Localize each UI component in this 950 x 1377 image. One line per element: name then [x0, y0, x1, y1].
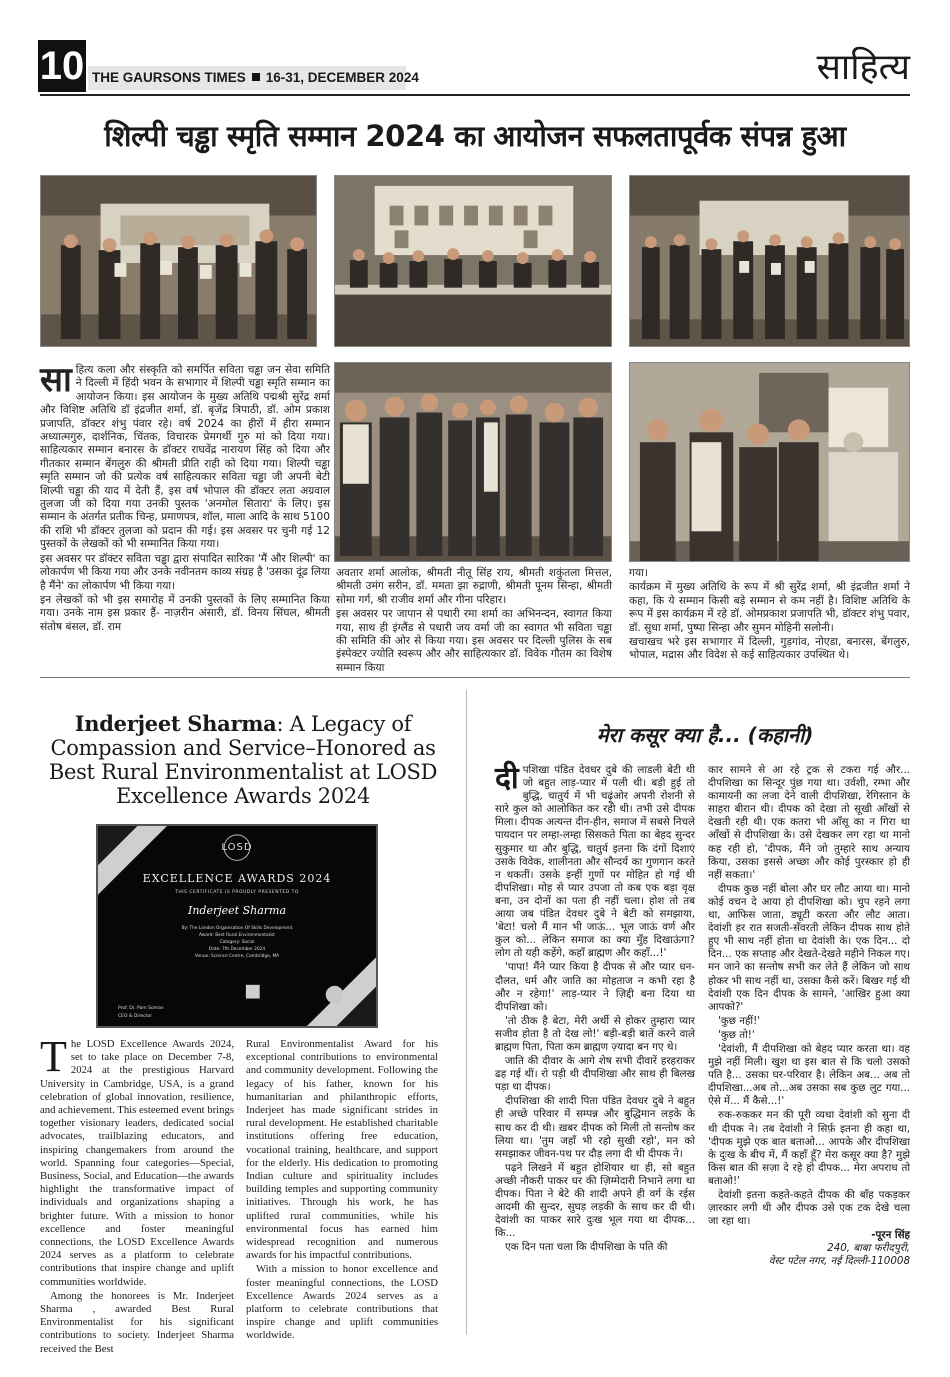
event-photo-5: [629, 362, 910, 562]
dropcap: दी: [495, 761, 519, 796]
certificate-signer-title: CEO & Director: [118, 1014, 152, 1019]
paragraph: गया।: [629, 567, 648, 579]
dropcap: T: [40, 1032, 67, 1081]
paragraph: With a mission to honor excellence and foster meaningful connections, the LOSD Excellence Awards 2024 serves as a platform to celebrate contributions that inspire change and uplift communities worldwide.: [246, 1263, 438, 1342]
english-article-column-2: [246, 1038, 438, 1342]
paragraph: इन लेखकों को भी इस समारोह में उनकी पुस्तकों के लिए सम्मानित किया गया। उनके नाम इस प्रकार हैं- नाज़रीन अंसारी, डॉ. विनय सिंघल, श्रीमती संतोष बंसल, डॉ. राम: [40, 593, 330, 633]
event-photo-3: [629, 175, 910, 347]
paragraph: इस अवसर पर जापान से पधारी रमा शर्मा का अभिनन्दन, स्वागत किया गया, साथ ही इंग्लैंड से पधारी जय वर्मा जी का स्वागत भी सविता चड्ढा की समिति की ओर से किया गया। इस अवसर पर दिल्ली पुलिस के सब इंस्पेक्टर ज्योति स्वरूप और और साहित्यकार डॉ. विवेक गौतम का विशेष सम्मान किया: [336, 608, 612, 674]
paragraph: Rural Environmentalist Award for his exceptional contributions to environmental and community development. Following the legacy of his father, known for his humanitarian and philanthropic efforts, Inderjeet has made significant strides in rural development. He established charitable institutions offering free education, vocational training, healthcare, and support for the elderly. His dedication to promoting Indian culture and spirituality includes building temples and supporting community initiatives. Through his work, he has uplifted rural communities, while his environmental focus has earned him widespread recognition and numerous awards for his impactful contributions.: [246, 1038, 438, 1262]
certificate-presented: THIS CERTIFICATE IS PROUDLY PRESENTED TO: [175, 890, 299, 895]
paragraph: एक दिन पता चला कि दीपशिखा के पति की: [505, 1241, 668, 1254]
main-headline: शिल्पी चड्ढा स्मृति सम्मान 2024 का आयोजन सफलतापूर्वक संपन्न हुआ: [104, 119, 846, 153]
paragraph: देवांशी इतना कहते-कहते दीपक की बाँह पकड़कर ज़ारकार लगी थी और दीपक उसे एक टक देखे चला जा रहा था।: [708, 1189, 910, 1228]
certificate-line: Category: Social: [219, 940, 255, 945]
paragraph: 'कुछ नहीं!': [718, 1014, 761, 1027]
event-photo-2: [334, 175, 612, 347]
certificate-signer: Prof. Dr. Pam Soman: [118, 1006, 164, 1011]
masthead: [88, 66, 419, 90]
certificate-line: By: The London Organisation Of Skills Development: [181, 926, 293, 931]
paragraph: he LOSD Excellence Awards 2024, set to take place on December 7-8, 2024 at the prestigious Harvard University in Cambridge, USA, is a grand celebration of global innovation, resilience, and achievement. This esteemed event brings together visionary leaders, dedicated social advocates, trailblazing educators, and inspiring changemakers from around the world. Spanning four categories—Special, Business, Social, and Education—the awards highlight the transformative impact of individuals and organizations shaping a brighter future. With a mission to honor excellence and foster meaningful connections, the LOSD Excellence Awards 2024 serves as a platform to celebrate contributions that inspire change and uplift communities worldwide.: [40, 1038, 234, 1288]
honoree-name: Inderjeet Sharma: [74, 711, 277, 736]
paragraph: इस अवसर पर डॉक्टर सविता चड्ढा द्वारा संपादित सारिका 'मैं और शिल्पी' का लोकार्पण भी किया गया और उनके नवीनतम काव्य संग्रह है 'उसका दूंढ लिया है मैंने' का लोकार्पण भी किया गया।: [40, 552, 330, 592]
author-address: वेस्ट पटेल नगर, नई दिल्ली-110008: [768, 1255, 910, 1268]
paragraph: 'पापा! मैंने प्यार किया है दीपक से और प्यार धन-दौलत, धर्म और जाति का मोहताज न कभी रहा है और न रहेगा!' लाड़-प्यार ने ज़िद्दी बना दिया था दीपशिखा को।: [495, 961, 695, 1013]
story-column-1: [495, 761, 695, 1339]
author-name: -पूरन सिंह: [871, 1229, 910, 1242]
paragraph: 'तो ठीक है बेटा, मेरी अर्थी से होकर तुम्हारा प्यार सजीव होता है तो देख लो!' बड़ी-बड़ी बातें करने वाले ब्राह्मण पिता, पिता कम ब्राह्मण ज़्यादा बन गए थे।: [495, 1014, 695, 1053]
paragraph: कार सामने से आ रहे ट्रक से टकरा गई और... दीपशिखा का सिन्दूर पुंछ गया था। उर्वशी, रम्भा और कामायनी का लजा देने वाली दीपशिखा, रेगिस्तान के साहरा बीरान थी। दीपक को देखा तो सूखी आँखों से देखती रही थी। एक कतरा भी आँसू का न गिरा था आँखों से दीपशिखा के। उसे देखकर लग रहा था मानो कह रही हो, 'दीपक, मैंने जो तुम्हारे साथ अन्याय किया, उसका इससे अच्छा और कोई पुरस्कार हो ही नहीं सकता।': [708, 764, 910, 881]
story-column-2: [708, 764, 910, 1339]
newspaper-name: THE GAURSONS TIMES: [92, 70, 246, 85]
top-article-column-2: [336, 567, 612, 674]
english-article-title: [44, 712, 442, 808]
dropcap: सा: [40, 360, 72, 400]
certificate-name: Inderjeet Sharma: [187, 904, 286, 917]
issue-date: 16-31, DECEMBER 2024: [265, 70, 419, 85]
certificate-line: Date: 7th December 2024: [208, 947, 266, 952]
paragraph: जाति की दीवार के आगे शेष सभी दीवारें हरहराकर ढह गई थीं। रो पड़ी थी दीपशिखा और साथ ही बिलख पड़ा था दीपक।: [495, 1055, 695, 1094]
title-text: : A Legacy of Compassion and Service–Honored as Best Rural Environmentalist at LOSD Excellence Awards 2024: [48, 712, 438, 808]
event-photo-4: [334, 362, 612, 562]
author-address: 240, बाबा फरीदपुरी,: [827, 1242, 910, 1255]
paragraph: 'देवांशी, मैं दीपशिखा को बेहद प्यार करता था। वह मुझे नहीं मिली। खुश था इस बात से कि चलो उसको पति है... उसका घर-परिवार है। लेकिन अब... अब तो दीपशिखा...अब तो...अब उसका सब कुछ लुट गया... ऐसे में... मैं कैसे...!': [708, 1042, 910, 1108]
top-article-column-3: [629, 567, 910, 667]
square-bullet-icon: [252, 73, 260, 81]
certificate-heading: EXCELLENCE AWARDS 2024: [142, 872, 332, 885]
paragraph: 'कुछ तो!': [718, 1028, 755, 1041]
paragraph: पशिखा पंडित देवधर दुबे की लाडली बेटी थी जो बहुत लाड़-प्यार में पली थी। बड़ी हुई तो बुद्धि, चातुर्य में भी चढ़ूंओर अपनी रोशनी से सारे कुल को आलोकित कर रही थी। तभी उसे दीपक मिला। दीपक अत्यन्त दीन-हीन, समाज में सबसे निचले पायदान पर लम्हा-लम्हा सिसकते पिता का बेहद सुन्दर सुकुमार था और बुद्धि, चातुर्य इतना कि दंगों दिशाएं उसके विवेक, शालीनता और सौन्दर्य का गुणगान करते न थकतीं। उसके इन्हीं गुणों पर मोहित हो गई थी दीपशिखा। मोह से प्यार उपजा तो कब एक बड़ा वृक्ष बना, उन दोनों का पता ही नहीं चला। होश तो तब आया जब पंडित देवधर दुबे ने बेटी को समझाया, 'बेटा! चलो मैं मान भी जाऊं... भूल जाऊं वर्ण और कुल को... लेकिन समाज का क्या मुँह दिखाऊंगा? लोग तो यही कहेंगे, कहाँ ब्राह्मण और कहाँ...!': [495, 764, 695, 960]
header-rule: [40, 94, 910, 96]
top-article-column-1: [40, 360, 330, 664]
paragraph: रुक-रुककर मन की पूरी व्यथा देवांशी को सुना दी थी दीपक ने। तब देवांशी ने सिर्फ़ इतना ही कहा था, 'दीपक मुझे एक बात बताओ... आपके और दीपशिखा के दुःख के बीच में, मैं कहाँ हूँ? मेरा कसूर क्या है? मुझे किस बात की सज़ा दे रहे हो दीपक... मेरा अपराध तो बताओ!': [708, 1109, 910, 1187]
section-title: साहित्य: [816, 47, 910, 88]
page-number: 10: [38, 40, 86, 92]
column-separator: [466, 690, 467, 1335]
certificate-logo: LOSD: [221, 842, 253, 853]
certificate-line: Venue: Science Centre, Cambridge, MA: [194, 954, 280, 959]
author-block: [708, 1229, 910, 1268]
certificate-image: [96, 824, 378, 1028]
certificate-line: Award: Best Rural Environmentalist: [199, 933, 275, 938]
english-article-column-1: [40, 1032, 234, 1355]
section-divider: [40, 677, 910, 678]
paragraph: हित्य कला और संस्कृति को समर्पित सविता चड्ढा जन सेवा समिति ने दिल्ली में हिंदी भवन के सभागार में शिल्पी चड्ढा स्मृति सम्मान का आयोजन किया। इस आयोजन के मुख्य अतिथि पद्मश्री सुरेंद्र शर्मा और विशिष्ट अतिथि डॉ इंद्रजीत शर्मा, डॉ. बृजेंद्र त्रिपाठी, डॉ. ओम प्रकाश प्रजापति, डॉक्टर शंभु पंवार रहे। वर्ष 2024 का हीरों में हीरा सम्मान अध्यात्मगुरु, दार्शनिक, चिंतक, विचारक प्रेमगर्थी गुरु मां को दिया गया। साहित्यकार सम्मान बनारस के डॉक्टर राघवेंद्र नारायण सिंह को दिया और गीतकार सम्मान बेंगलुरु की श्रीमती प्रीति राही को दिया गया। शिल्पी चड्ढा स्मृति सम्मान जो की प्रत्येक वर्ष साहित्यकार सविता चड्ढा जी अपनी बेटी शिल्पी चड्ढा की याद में देती हैं, इस वर्ष भोपाल की डॉक्टर लता अग्रवाल तुलजा जी को दिया गया उनकी पुस्तक 'अनमोल सितारा' के लिए। इस सम्मान के अंतर्गत प्रतीक चिन्ह, प्रमाणपत्र, शॉल, माला आदि के साथ 5100 की राशि भी डॉक्टर तुलजा को प्रदान की गई। इस अवसर पर चुनी गई 12 पुस्तकों के लेखकों को भी सम्मानित किया गया।: [40, 364, 330, 551]
paragraph: दीपक कुछ नहीं बोला और घर लौट आया था। मानो कोई वचन दे आया हो दीपशिखा को। चुप रहने लगा था, आफिस जाता, ड्यूटी करता और लौट आता। देवांशी हर रात सजती-सँवरती लेकिन दीपक साथ होते हुए भी साथ नहीं होता था देवांशी के। एक दिन... दो दिन... एक सप्ताह और देखते-देखते महीने निकल गए। मन जाने का सन्तोष सभी कर लेते हैं लेकिन जो साथ होकर भी साथ नहीं था, उसका कैसे करें। बिखर गई थी देवांशी एक दिन दीपक के सामने, 'आखिर हुआ क्या आपको?': [708, 882, 910, 1013]
paragraph: कार्यक्रम में मुख्य अतिथि के रूप में श्री सुरेंद्र शर्मा, श्री इंद्रजीत शर्मा ने कहा, कि ये सम्मान किसी बड़े सम्मान से कम नहीं है। विशिष्ट अतिथि के रूप में इस कार्यक्रम में रहे डॉ. ओमप्रकाश प्रजापति भी, डॉक्टर शंभु पवार, डॉ. सुधा शर्मा, पुष्पा सिन्हा और सुमन मोहिनी सलोनी।: [629, 581, 910, 634]
paragraph: Among the honorees is Mr. Inderjeet Sharma , awarded Best Rural Environmentalist for his significant contributions to society. Inderjeet Sharma received the Best: [40, 1289, 234, 1355]
story-title: मेरा कसूर क्या है... (कहानी): [596, 723, 814, 747]
paragraph: अवतार शर्मा आलोक, श्रीमती नीतू सिंह राय, श्रीमती शकुंतला मित्तल, श्रीमती उमंग सरीन, डॉ. ममता झा रुद्राणी, श्रीमती पूनम सिन्हा, श्रीमती सोमा गर्ग, श्री राजीव शर्मा और गीना परिहार।: [336, 567, 612, 606]
paragraph: खचाखच भरे इस सभागार में दिल्ली, गुड़गांव, नोएडा, बनारस, बेंगलुरु, भोपाल, मद्रास और विदेश से कई साहित्यकार उपस्थित थे।: [629, 636, 910, 662]
paragraph: पढ़ने लिखने में बहुत होशियार था ही, सो बहुत अच्छी नौकरी पाकर घर की ज़िम्मेदारी निभाने लगा था दीपक। पिता ने बेटे की शादी अपने ही वर्ग के रईस आदमी की सुन्दर, सुघड़ लड़की के साथ कर दी थी। देवांशी का पाकर सारे दुःख भूल गया था दीपक... कि...: [495, 1161, 695, 1240]
paragraph: दीपशिखा की शादी पिता पंडित देवधर दुबे ने बहुत ही अच्छे परिवार में सम्पन्न और बुद्धिमान लड़के के साथ कर दी थी। ख़बर दीपक को मिली तो सन्तोष कर लिया था। 'तुम जहाँ भी रहो सुखी रहो', मन को समझाकर जीवन-पथ पर दौड़ लगा दी थी दीपक ने।: [495, 1095, 695, 1160]
event-photo-1: [40, 175, 317, 347]
